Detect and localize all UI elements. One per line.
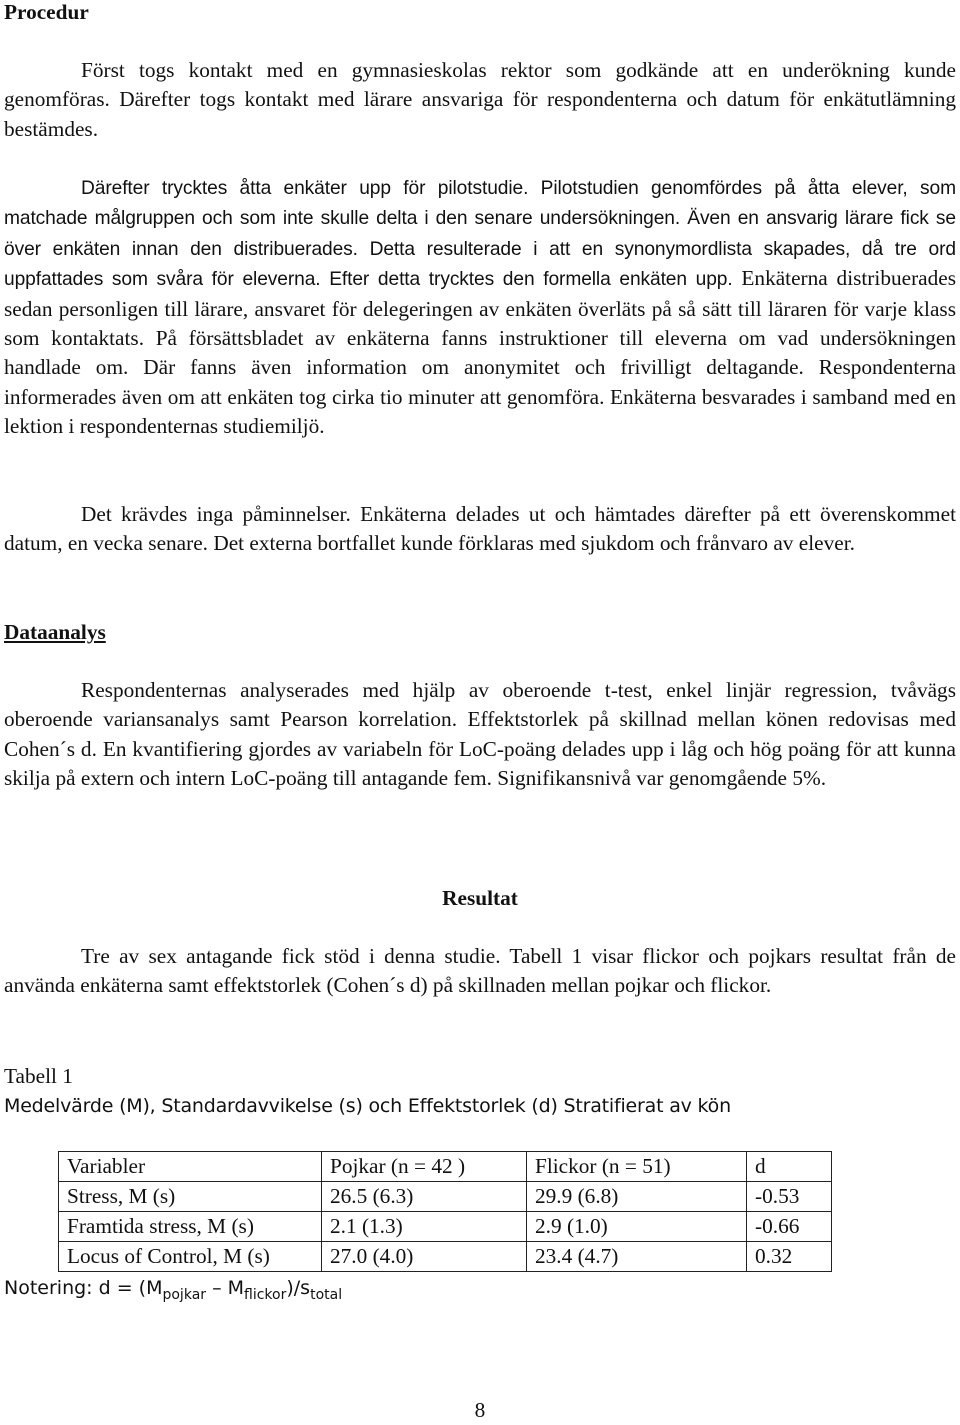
header-cell: Variabler bbox=[59, 1152, 322, 1182]
table-cell: Stress, M (s) bbox=[59, 1182, 322, 1212]
header-cell: d bbox=[747, 1152, 832, 1182]
table-cell: Locus of Control, M (s) bbox=[59, 1242, 322, 1272]
heading-procedur: Procedur bbox=[4, 0, 89, 24]
table-cell: 2.1 (1.3) bbox=[322, 1212, 527, 1242]
note-subscript-total: total bbox=[310, 1287, 343, 1303]
table-label: Tabell 1 bbox=[4, 1064, 73, 1088]
table-row bbox=[59, 1182, 832, 1212]
table-note bbox=[4, 1274, 342, 1310]
header-cell: Flickor (n = 51) bbox=[527, 1152, 747, 1182]
table-cell: 2.9 (1.0) bbox=[527, 1212, 747, 1242]
table-cell: 26.5 (6.3) bbox=[322, 1182, 527, 1212]
page-number: 8 bbox=[474, 1398, 486, 1422]
procedur-paragraph-2-part-b: Enkäterna distribuerades sedan personligen till lärare, ansvaret för delegeringen av enkäten överläts på så sätt till läraren för varje klass som kontaktats. På försättsbladet av enkäterna fanns instruktioner till eleverna om vad undersökningen handlade om. Där fanns även information om anonymitet och frivilligt deltagande. Respondenterna informerades även om att enkäten tog cirka tio minuter att genomföra. Enkäterna besvarades i samband med en lektion i respondenternas studiemiljö. bbox=[4, 266, 957, 439]
resultat-paragraph: Tre av sex antagande fick stöd i denna studie. Tabell 1 visar flickor och pojkars resultat från de använda enkäterna samt effektstorlek (Cohen´s d) på skillnaden mellan pojkar och flickor. bbox=[4, 944, 956, 998]
note-subscript-pojkar: pojkar bbox=[162, 1287, 207, 1303]
table-cell: -0.53 bbox=[747, 1182, 832, 1212]
table-row bbox=[59, 1212, 832, 1242]
note-prefix: Notering: d = (M bbox=[4, 1277, 163, 1299]
table-caption: Medelvärde (M), Standardavvikelse (s) och Effektstorlek (d) Stratifierat av kön bbox=[4, 1095, 731, 1117]
table-header-row bbox=[59, 1152, 832, 1182]
table-cell: 0.32 bbox=[747, 1242, 832, 1272]
note-subscript-flickor: flickor bbox=[244, 1287, 287, 1303]
table-row bbox=[59, 1242, 832, 1272]
results-table bbox=[58, 1151, 832, 1272]
table-cell: Framtida stress, M (s) bbox=[59, 1212, 322, 1242]
dataanalys-paragraph: Respondenternas analyserades med hjälp av oberoende t-test, enkel linjär regression, tvåvägs oberoende variansanalys samt Pearson korrelation. Effektstorlek på skillnad mellan könen redovisas med Cohen´s d. En kvantifiering gjordes av variabeln för LoC-poäng delades upp i låg och hög poäng för att kunna skilja på extern och intern LoC-poäng till antagande fem. Signifikansnivå var genomgående 5%. bbox=[4, 678, 956, 791]
procedur-paragraph-2 bbox=[4, 173, 956, 442]
procedur-paragraph-3: Det krävdes inga påminnelser. Enkäterna delades ut och hämtades därefter på ett överenskommet datum, en vecka senare. Det externa bortfallet kunde förklaras med sjukdom och frånvaro av elever. bbox=[4, 502, 956, 556]
table-cell: 27.0 (4.0) bbox=[322, 1242, 527, 1272]
table-cell: 29.9 (6.8) bbox=[527, 1182, 747, 1212]
table-cell: 23.4 (4.7) bbox=[527, 1242, 747, 1272]
note-minus: – M bbox=[206, 1277, 245, 1299]
procedur-paragraph-2-part-a: Därefter trycktes åtta enkäter upp för pilotstudie. Pilotstudien genomfördes på åtta elever, som matchade målgruppen och som inte skulle delta i den senare undersökningen. Även en ansvarig lärare fick se över enkäten innan den distribuerades. Detta resulterade i att en synonymordlista skapades, då tre ord uppfattades som svåra för eleverna. Efter detta trycktes den formella enkäten upp. bbox=[4, 178, 956, 291]
procedur-paragraph-1: Först togs kontakt med en gymnasieskolas rektor som godkände att en underökning kunde genomföras. Därefter togs kontakt med lärare ansvariga för respondenterna och datum för enkätutlämning bestämdes. bbox=[4, 58, 956, 141]
header-cell: Pojkar (n = 42 ) bbox=[322, 1152, 527, 1182]
note-after: )/s bbox=[286, 1277, 311, 1299]
table-cell: -0.66 bbox=[747, 1212, 832, 1242]
heading-dataanalys: Dataanalys bbox=[4, 620, 106, 644]
heading-resultat: Resultat bbox=[442, 886, 518, 910]
